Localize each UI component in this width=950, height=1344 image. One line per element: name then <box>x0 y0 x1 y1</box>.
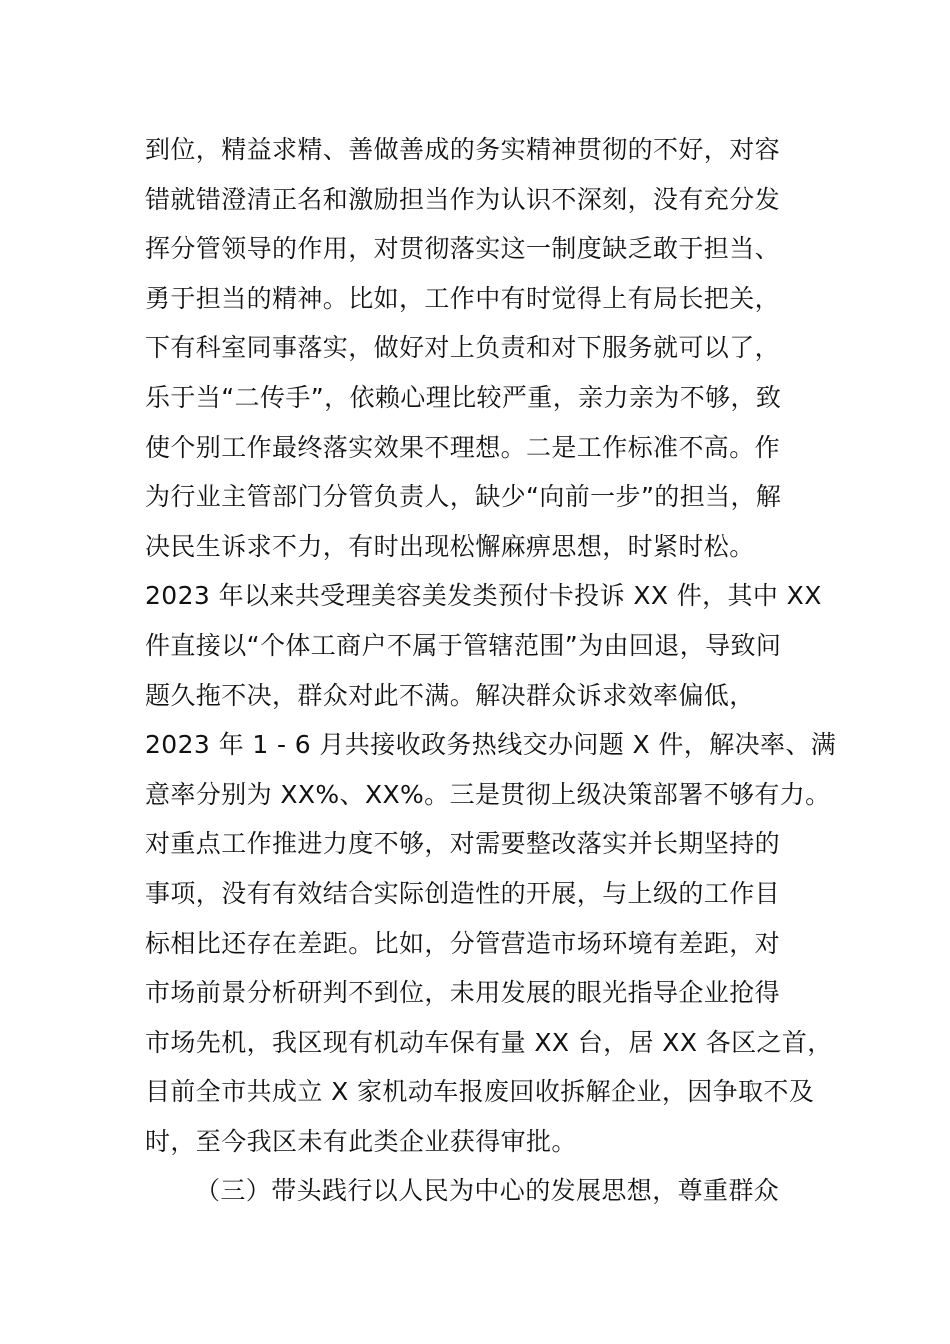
text-line-16: 事项，没有有效结合实际创造性的开展，与上级的工作目 <box>145 878 781 908</box>
text-line-15: 对重点工作推进力度不够，对需要整改落实并长期坚持的 <box>145 829 781 859</box>
text-line-6: 乐于当“二传手”，依赖心理比较严重，亲力亲为不够，致 <box>145 382 782 412</box>
text-line-1: 到位，精益求精、善做善成的务实精神贯彻的不好，对容 <box>145 135 781 164</box>
text-line-18: 市场前景分析研判不到位，未用发展的眼光指导企业抢得 <box>145 978 781 1008</box>
text-line-5: 下有科室同事落实，做好对上负责和对下服务就可以了， <box>145 333 781 363</box>
text-line-19: 市场先机，我区现有机动车保有量 XX 台，居 XX 各区之首， <box>145 1027 833 1057</box>
text-line-14: 意率分别为 XX%、XX%。三是贯彻上级决策部署不够有力。 <box>145 779 831 809</box>
text-line-7: 使个别工作最终落实效果不理想。二是工作标准不高。作 <box>145 432 781 462</box>
text-line-17: 标相比还存在差距。比如，分管营造市场环境有差距，对 <box>145 928 781 958</box>
body-text <box>145 125 837 1216</box>
text-line-20: 目前全市共成立 X 家机动车报废回收拆解企业，因争取不及 <box>145 1077 815 1107</box>
text-line-4: 勇于担当的精神。比如，工作中有时觉得上有局长把关， <box>145 283 781 313</box>
text-line-21: 时，至今我区未有此类企业获得审批。 <box>145 1126 577 1156</box>
text-line-2: 错就错澄清正名和激励担当作为认识不深刻，没有充分发 <box>145 184 781 214</box>
text-line-8: 为行业主管部门分管负责人，缺少“向前一步”的担当，解 <box>145 482 782 512</box>
text-line-11: 件直接以“个体工商户不属于管辖范围”为由回退，导致问 <box>145 630 782 660</box>
text-line-3: 挥分管领导的作用，对贯彻落实这一制度缺乏敢于担当、 <box>145 234 781 264</box>
text-line-10: 2023 年以来共受理美容美发类预付卡投诉 XX 件，其中 XX <box>145 581 822 611</box>
text-line-12: 题久拖不决，群众对此不满。解决群众诉求效率偏低， <box>145 680 755 710</box>
text-line-13: 2023 年 1 - 6 月共接收政务热线交办问题 X 件，解决率、满 <box>145 730 837 760</box>
section-heading-line: （三）带头践行以人民为中心的发展思想，尊重群众 <box>195 1176 780 1206</box>
text-line-9: 决民生诉求不力，有时出现松懈麻痹思想，时紧时松。 <box>145 531 755 561</box>
